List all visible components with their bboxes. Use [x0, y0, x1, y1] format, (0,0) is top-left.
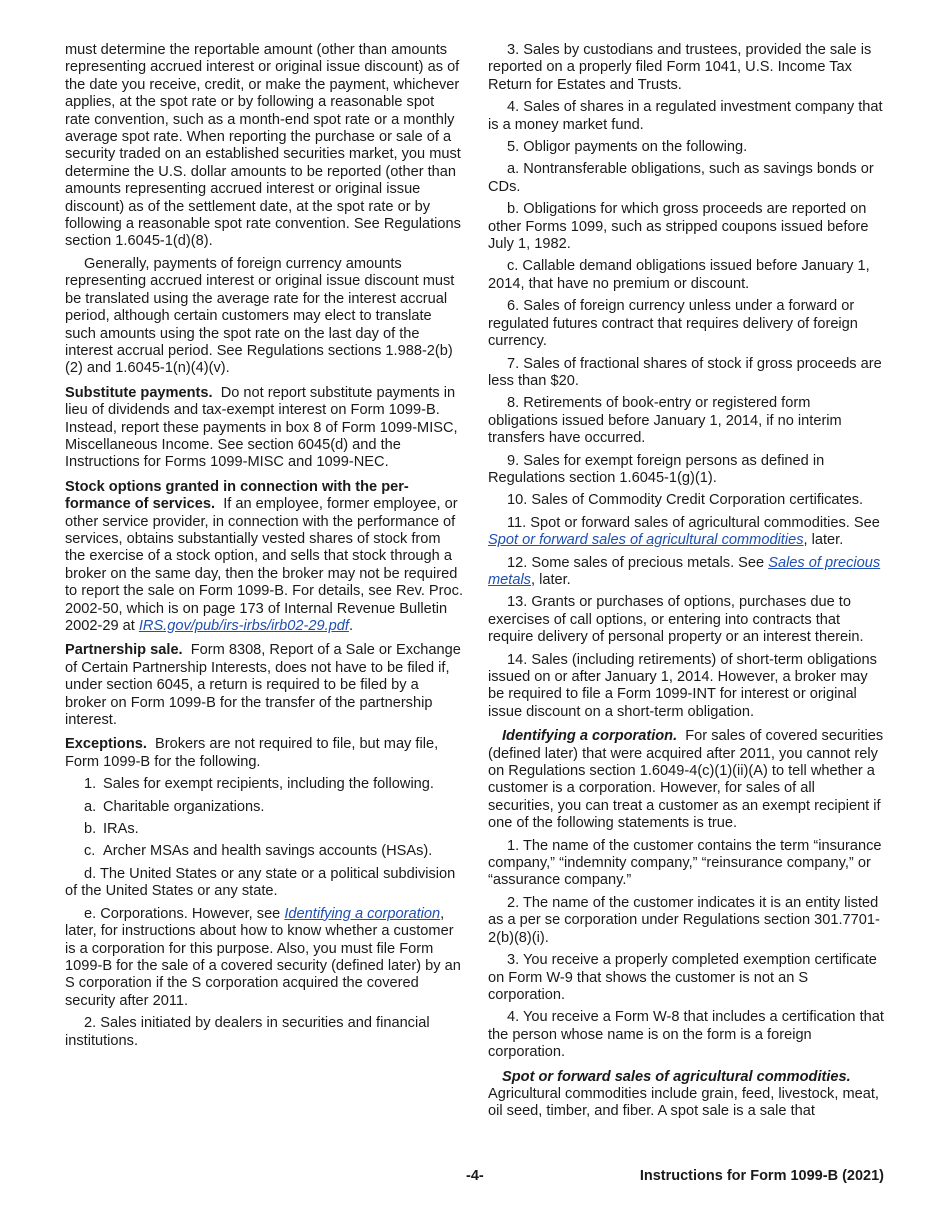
- text-period: .: [348, 618, 354, 634]
- identify-item-2: 2. The name of the customer indicates it is an entity listed as a per se corporation under Regulations section 301.7701-2(b)(8)(i).: [488, 894, 880, 946]
- exception-item-11: 11. Spot or forward sales of agricultural commodities. See Spot or forward sales of agricultural commodities, later.: [488, 514, 880, 549]
- identify-item-3: 3. You receive a properly completed exemption certificate on Form W-9 that shows the customer is not an S corporation.: [488, 952, 877, 1003]
- exception-item-d: d. The United States or any state or a political subdivision of the United States or any state.: [65, 865, 456, 900]
- text-exceptions: Brokers are not required to file, but may file, Form 1099-B for the following.: [65, 736, 439, 770]
- link-irb02-29[interactable]: IRS.gov/pub/irs-irbs/irb02-29.pdf: [138, 618, 349, 634]
- exception-item-2: 2. Sales initiated by dealers in securities and financial institutions.: [65, 1015, 430, 1049]
- section-partnership-sale: [65, 642, 463, 729]
- heading-spot-forward-sales: Spot or forward sales of agricultural commodities.: [502, 1068, 851, 1085]
- footer-title: Instructions for Form 1099-B (2021): [639, 1168, 884, 1184]
- link-sales-of-precious-metals[interactable]: Sales of precious metals: [488, 554, 881, 588]
- text-stock-options: If an employee, former employee, or other service provider, in connection with the performance of services, obtains substantially vested shares of stock from the exercise of a stock option, and sells that stock through a broker on the same day, then the broker may not be required to report the sale on Form 1099-B. For details, see Rev. Proc. 2002-50, which is on page 173 of Internal Revenue Bulletin 2002-29 at: [65, 496, 463, 634]
- exception-item-a: a. Charitable organizations.: [84, 798, 265, 815]
- exception-item-c: c. Archer MSAs and health savings accounts (HSAs).: [84, 843, 433, 860]
- heading-partnership-sale: Partnership sale.: [65, 642, 183, 659]
- exception-item-13: 13. Grants or purchases of options, purchases due to exercises of call options, or entering into contracts that require delivery of personal property or an interest therein.: [488, 594, 864, 646]
- exception-item-e: e. Corporations. However, see Identifying a corporation, later, for instructions about how to know whether a customer is a corporation for this purpose. Also, you must file Form 1099-B for the sale of a covered security (defined later) by an S corporation if the S corporation acquired the covered security after 2011.: [65, 905, 461, 1009]
- exception-item-b: b. IRAs.: [84, 821, 139, 838]
- identify-item-1: 1. The name of the customer contains the term “insurance company,” “indemnity company,” “reinsurance company,” or “assurance company.”: [488, 837, 882, 889]
- left-column: [65, 42, 463, 1055]
- text-spot-forward-sales: Agricultural commodities include grain, feed, livestock, meat, oil seed, timber, and fiber. A spot sale is a sale that: [488, 1085, 879, 1120]
- exception-item-3: 3. Sales by custodians and trustees, provided the sale is reported on a properly filed Form 1041, U.S. Income Tax Return for Estates and Trusts.: [488, 42, 872, 93]
- section-stock-options: [65, 479, 463, 636]
- section-substitute-payments: [65, 385, 463, 472]
- right-column: [488, 42, 884, 1126]
- text-partnership-sale: Form 8308, Report of a Sale or Exchange of Certain Partnership Interests, does not have to be filed if, under section 6045, a return is required to be filed by a broker on Form 1099-B for the transfer of the partnership interest.: [65, 642, 461, 729]
- heading-substitute-payments: Substitute payments.: [65, 384, 213, 401]
- link-identifying-a-corporation[interactable]: Identifying a corporation: [284, 905, 441, 922]
- identify-item-4: 4. You receive a Form W-8 that includes a certification that the person whose name is on the form is a foreign corporation.: [488, 1009, 884, 1061]
- heading-identifying-a-corporation: Identifying a corporation.: [502, 728, 678, 745]
- heading-stock-options: Stock options granted in connection with the per-formance of services.: [65, 478, 409, 513]
- exception-item-8: 8. Retirements of book-entry or registered form obligations issued before January 1, 2014, if no interim transfers have occurred.: [488, 395, 842, 447]
- section-identifying-a-corporation: [488, 728, 884, 832]
- heading-exceptions: Exceptions.: [65, 736, 147, 753]
- exception-item-6: 6. Sales of foreign currency unless under a forward or regulated futures contract that requires delivery of foreign currency.: [488, 298, 858, 350]
- page-number: -4-: [466, 1168, 484, 1184]
- paragraph-reportable-amount: must determine the reportable amount (other than amounts representing accrued interest or original issue discount) as of the date you receive, credit, or make the payment, whichever applies, at the spot rate or by following a reasonable spot rate convention, such as a month-end spot rate or a monthly average spot rate. When reporting the purchase or sale of a security traded on an established securities market, you must determine the U.S. dollar amounts to be reported (other than amounts representing accrued interest or original issue discount) as of the settlement date, at the spot rate or by following a reasonable spot rate convention. See Regulations section 1.6045-1(d)(8).: [65, 42, 461, 250]
- exception-item-5b: b. Obligations for which gross proceeds are reported on other Forms 1099, such as stripped coupons issued before July 1, 1982.: [488, 201, 869, 253]
- exception-item-5c: c. Callable demand obligations issued before January 1, 2014, that have no premium or discount.: [488, 258, 870, 292]
- link-spot-forward-sales[interactable]: Spot or forward sales of agricultural commodities: [488, 532, 804, 549]
- exception-item-12: 12. Some sales of precious metals. See Sales of precious metals, later.: [488, 554, 881, 588]
- exception-item-5a: a. Nontransferable obligations, such as savings bonds or CDs.: [488, 161, 874, 195]
- section-spot-forward-sales: [488, 1069, 884, 1121]
- text-identifying-a-corporation: For sales of covered securities (defined later) that were acquired after 2011, you cannot rely on Regulations section 1.6049-4(c)(1)(ii)(A) to tell whether a customer is a corporation. However, for sales of all securities, you can treat a customer as an exempt recipient if one of the following statements is true.: [488, 728, 884, 832]
- text-substitute-payments: Do not report substitute payments in lieu of dividends and tax-exempt interest on Form 1099-B. Instead, report these payments in box 8 of Form 1099-MISC, Miscellaneous Income. See section 6045(d) and the Instructions for Forms 1099-MISC and 1099-NEC.: [65, 384, 458, 471]
- exception-item-4: 4. Sales of shares in a regulated investment company that is a money market fund.: [488, 99, 883, 133]
- exception-item-5: 5. Obligor payments on the following.: [507, 139, 748, 156]
- section-exceptions: [65, 736, 463, 771]
- exception-item-9: 9. Sales for exempt foreign persons as defined in Regulations section 1.6045-1(g)(1).: [488, 452, 825, 486]
- exception-item-10: 10. Sales of Commodity Credit Corporation certificates.: [507, 492, 864, 509]
- exception-item-14: 14. Sales (including retirements) of short-term obligations issued on or after January 1, 2014. However, a broker may be required to file a Form 1099-INT for interest or original issue discount on a short-term obligation.: [488, 651, 877, 720]
- exception-item-7: 7. Sales of fractional shares of stock if gross proceeds are less than $20.: [488, 355, 882, 389]
- exception-item-1: 1. Sales for exempt recipients, including the following.: [84, 776, 434, 793]
- paragraph-foreign-currency: Generally, payments of foreign currency amounts representing accrued interest or original issue discount must be translated using the average rate for the interest accrual period, although certain customers may elect to translate such amounts using the spot rate on the last day of the interest accrual period. See Regulations sections 1.988-2(b)(2) and 1.6045-1(n)(4)(v).: [65, 255, 455, 377]
